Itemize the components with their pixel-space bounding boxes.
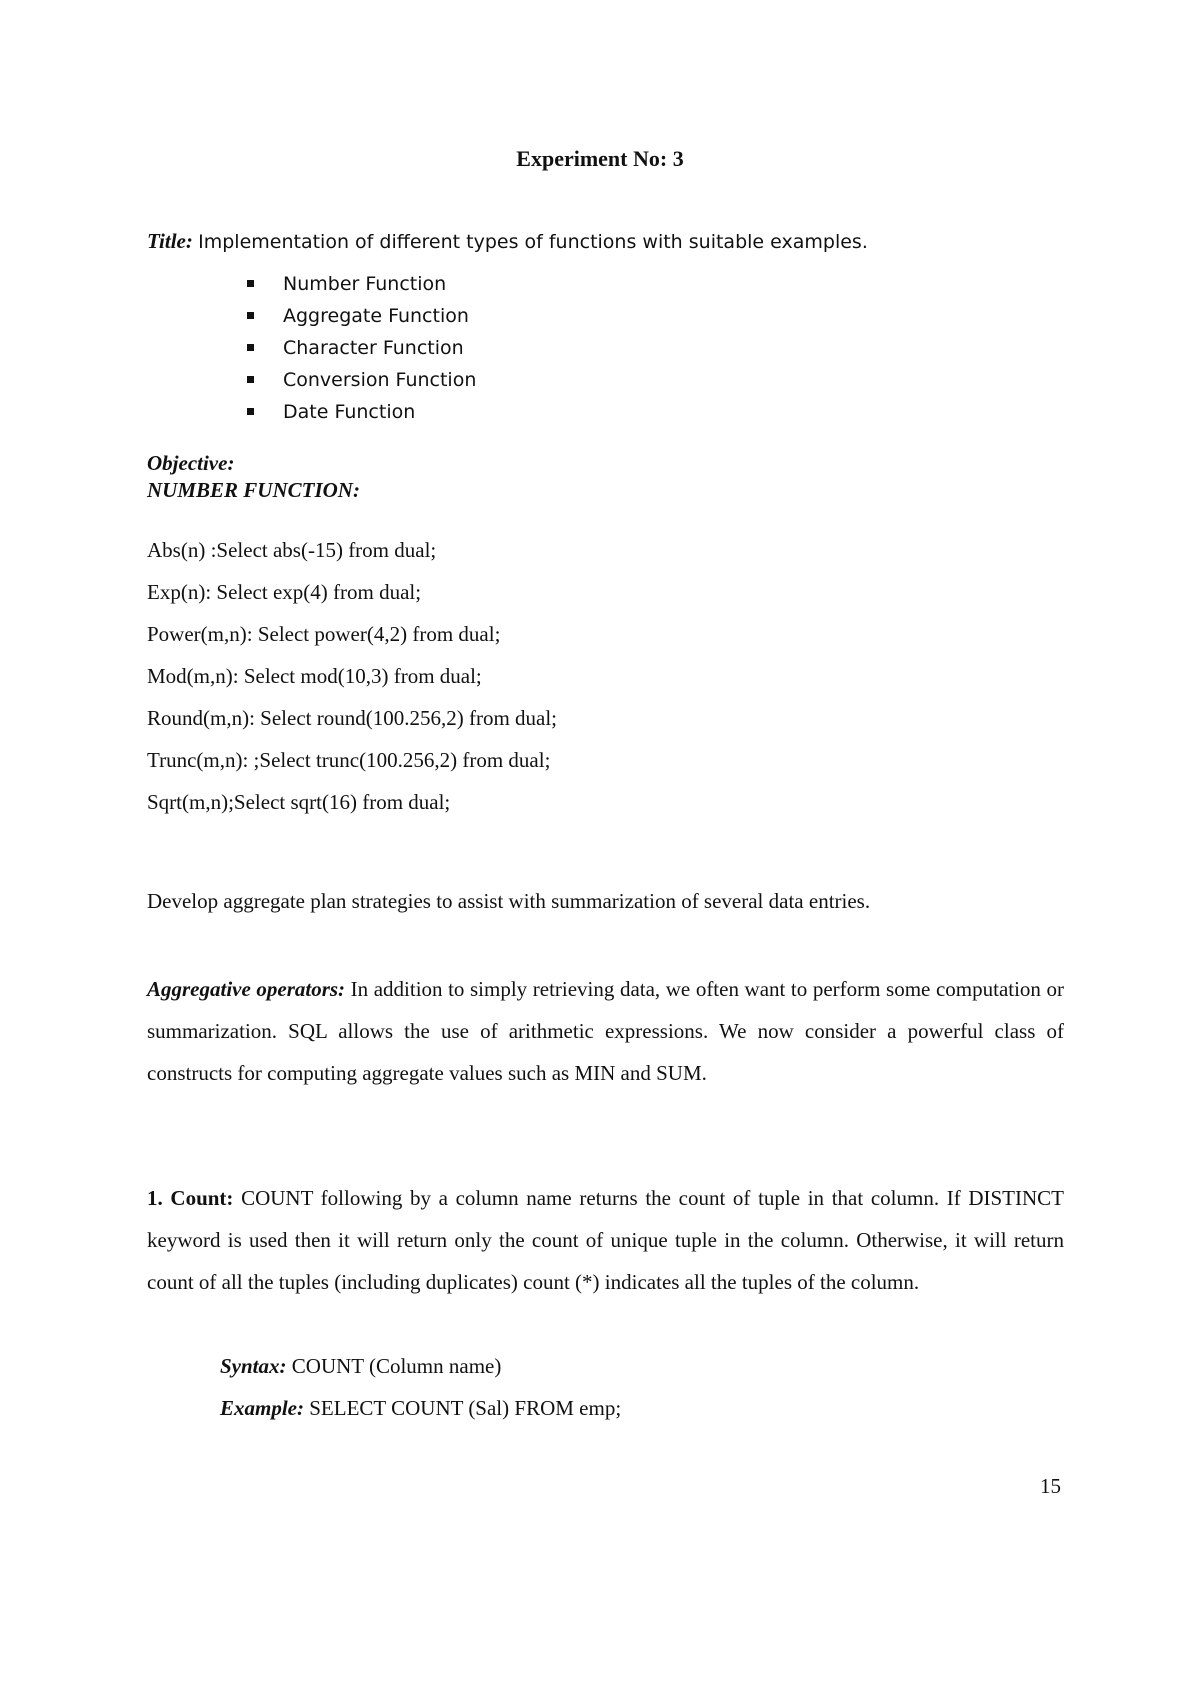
- page-number: 15: [1040, 1474, 1061, 1498]
- function-line: Trunc(m,n): ;Select trunc(100.256,2) from dual;: [147, 748, 551, 772]
- objective-block: [147, 450, 360, 504]
- list-item: Conversion Function: [247, 364, 476, 396]
- aggregative-text: In addition to simply retrieving data, we often want to perform some computation or summarization. SQL allows the use of arithmetic expressions. We now consider a powerful class of constructs for computing aggregate values such as MIN and SUM.: [147, 977, 1064, 1085]
- list-item: Number Function: [247, 268, 476, 300]
- list-item: Date Function: [247, 396, 476, 428]
- bullet-square-icon: [247, 408, 254, 415]
- title-line: [147, 229, 868, 254]
- function-line: Mod(m,n): Select mod(10,3) from dual;: [147, 664, 482, 688]
- list-item: Aggregate Function: [247, 300, 476, 332]
- syntax-line: [220, 1345, 501, 1387]
- example-line: [220, 1387, 621, 1429]
- function-line: Power(m,n): Select power(4,2) from dual;: [147, 622, 501, 646]
- number-function-examples: [147, 535, 557, 829]
- syntax-label: Syntax:: [220, 1354, 287, 1378]
- function-type-list: [247, 268, 476, 428]
- experiment-heading: Experiment No: 3: [516, 146, 684, 171]
- title-label: Title:: [147, 229, 193, 253]
- function-line: Round(m,n): Select round(100.256,2) from dual;: [147, 706, 558, 730]
- function-line: Sqrt(m,n);Select sqrt(16) from dual;: [147, 790, 451, 814]
- function-line: Abs(n) :Select abs(-15) from dual;: [147, 538, 437, 562]
- develop-paragraph: Develop aggregate plan strategies to assist with summarization of several data entries.: [147, 889, 871, 913]
- count-label: 1. Count:: [147, 1186, 234, 1210]
- aggregative-paragraph: [147, 968, 1064, 1094]
- objective-label: Objective:: [147, 451, 235, 475]
- count-paragraph: [147, 1177, 1064, 1303]
- bullet-square-icon: [247, 280, 254, 287]
- example-text: SELECT COUNT (Sal) FROM emp;: [304, 1396, 622, 1420]
- number-function-label: NUMBER FUNCTION:: [147, 478, 360, 502]
- syntax-text: COUNT (Column name): [286, 1354, 502, 1378]
- bullet-square-icon: [247, 376, 254, 383]
- list-item: Character Function: [247, 332, 476, 364]
- aggregative-label: Aggregative operators:: [147, 977, 346, 1001]
- bullet-square-icon: [247, 344, 254, 351]
- bullet-square-icon: [247, 312, 254, 319]
- title-text: Implementation of different types of functions with suitable examples.: [198, 231, 868, 253]
- function-line: Exp(n): Select exp(4) from dual;: [147, 580, 422, 604]
- example-label: Example:: [220, 1396, 304, 1420]
- count-text: COUNT following by a column name returns the count of tuple in that column. If DISTINCT keyword is used then it will return only the count of unique tuple in the column. Otherwise, it will return count of all the tuples (including duplicates) count (*) indicates all the tuples of the column.: [147, 1186, 1065, 1294]
